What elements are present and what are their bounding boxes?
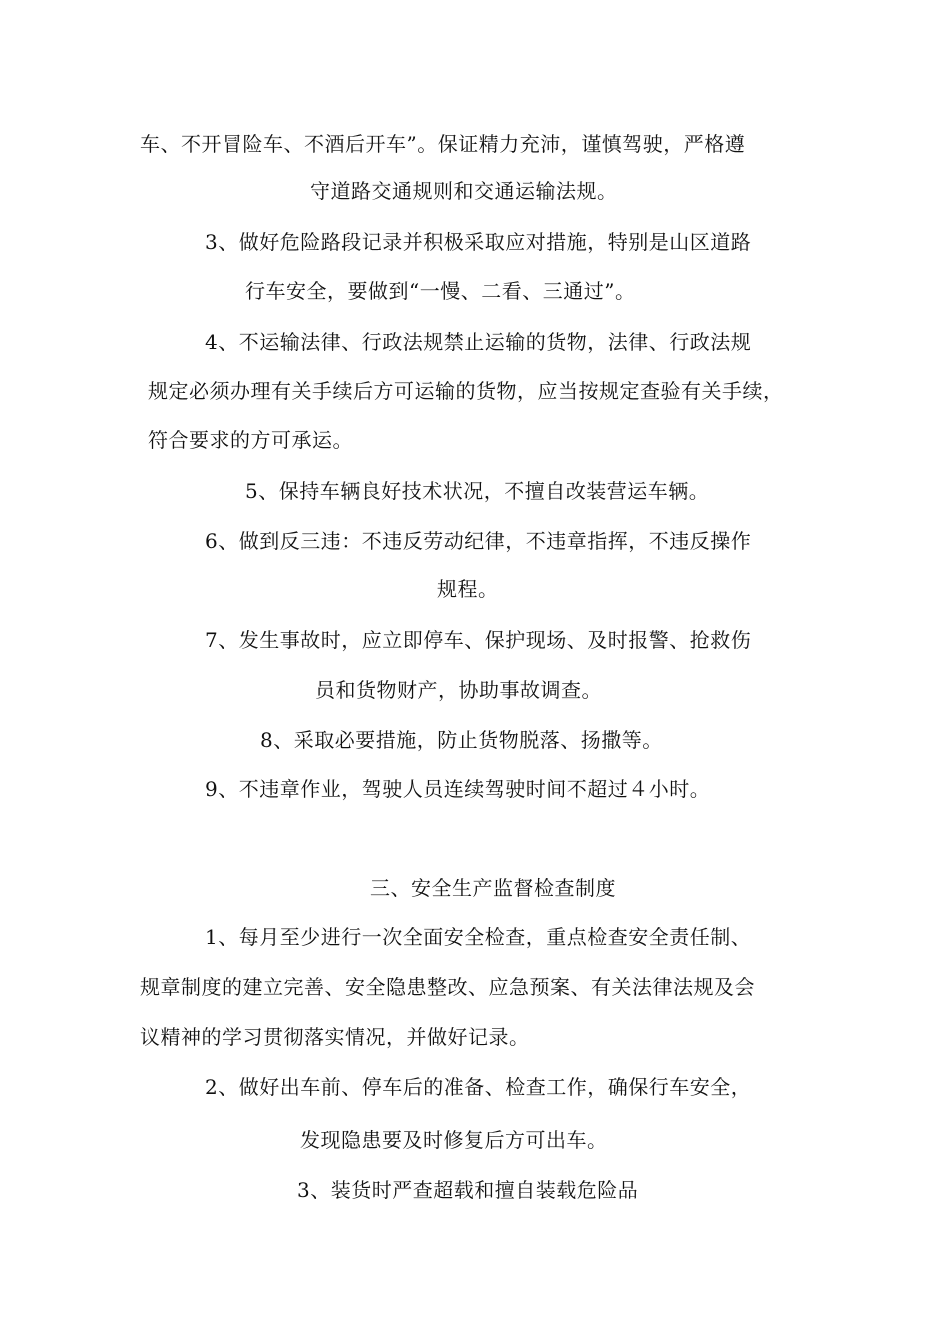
text-line-6: 规定必须办理有关手续后方可运输的货物，应当按规定查验有关手续， bbox=[148, 379, 784, 403]
text-line-17: 规章制度的建立完善、安全隐患整改、应急预案、有关法律法规及会 bbox=[140, 975, 755, 999]
text-line-20: 发现隐患要及时修复后方可出车。 bbox=[300, 1128, 608, 1152]
text-line-7: 符合要求的方可承运。 bbox=[148, 428, 353, 452]
text-line-5: 4、不运输法律、行政法规禁止运输的货物，法律、行政法规 bbox=[205, 330, 752, 354]
text-line-13: 8、采取必要措施，防止货物脱落、扬撒等。 bbox=[260, 728, 663, 752]
text-line-19: 2、做好出车前、停车后的准备、检查工作，确保行车安全， bbox=[205, 1075, 752, 1099]
text-line-21: 3、装货时严查超载和擅自装载危险品 bbox=[297, 1178, 639, 1202]
text-line-16: 1、每月至少进行一次全面安全检查，重点检查安全责任制、 bbox=[205, 925, 752, 949]
text-line-11: 7、发生事故时，应立即停车、保护现场、及时报警、抢救伤 bbox=[205, 628, 752, 652]
text-line-14: 9、不违章作业，驾驶人员连续驾驶时间不超过４小时。 bbox=[205, 777, 711, 801]
text-line-3: 3、做好危险路段记录并积极采取应对措施，特别是山区道路 bbox=[205, 230, 752, 254]
text-line-8: 5、保持车辆良好技术状况，不擅自改装营运车辆。 bbox=[245, 479, 710, 503]
text-line-2: 守道路交通规则和交通运输法规。 bbox=[310, 179, 618, 203]
text-line-9: 6、做到反三违：不违反劳动纪律，不违章指挥，不违反操作 bbox=[205, 529, 752, 553]
text-line-1: 车、不开冒险车、不酒后开车”。保证精力充沛，谨慎驾驶，严格遵 bbox=[140, 132, 746, 156]
text-line-18: 议精神的学习贯彻落实情况，并做好记录。 bbox=[140, 1025, 530, 1049]
text-line-12: 员和货物财产，协助事故调查。 bbox=[315, 678, 602, 702]
text-line-4: 行车安全，要做到“一慢、二看、三通过”。 bbox=[245, 279, 636, 303]
section-heading: 三、安全生产监督检查制度 bbox=[370, 876, 616, 900]
text-line-10: 规程。 bbox=[437, 577, 499, 601]
